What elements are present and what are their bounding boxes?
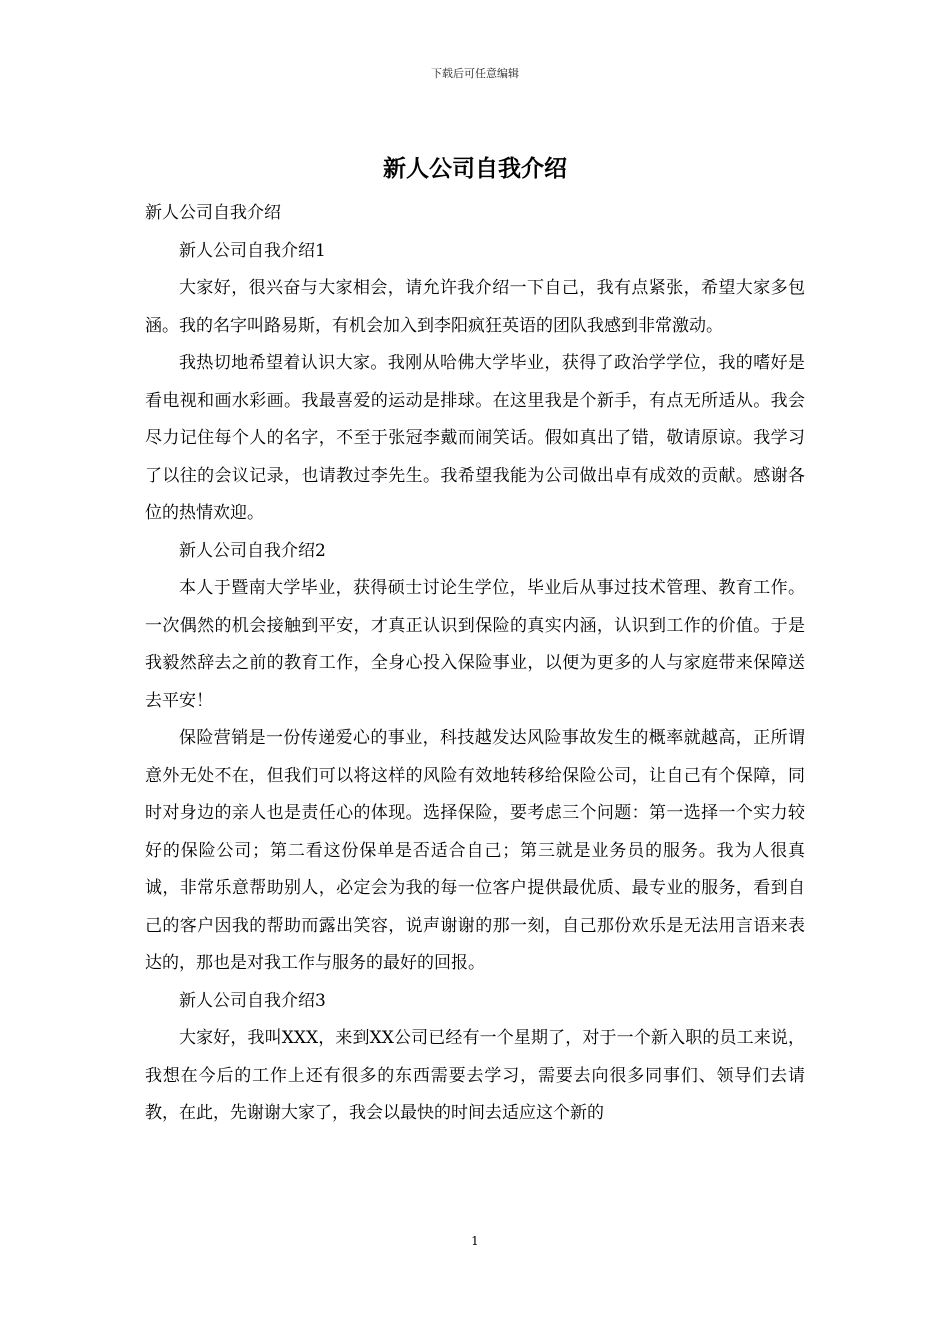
document-body	[145, 195, 805, 1133]
subsection-heading-3: 新人公司自我介绍3	[179, 990, 326, 1011]
subsection-heading-1: 新人公司自我介绍1	[179, 240, 326, 261]
paragraph: 我热切地希望着认识大家。我刚从哈佛大学毕业，获得了政治学学位，我的嗜好是看电视和画水彩画。我最喜爱的运动是排球。在这里我是个新手，有点无所适从。我会尽力记住每个人的名字，不至于张冠李戴而闹笑话。假如真出了错，敬请原谅。我学习了以往的会议记录，也请教过李先生。我希望我能为公司做出卓有成效的贡献。感谢各位的热情欢迎。	[145, 353, 805, 523]
paragraph: 保险营销是一份传递爱心的事业，科技越发达风险事故发生的概率就越高，正所谓意外无处不在，但我们可以将这样的风险有效地转移给保险公司，让自己有个保障，同时对身边的亲人也是责任心的体现。选择保险，要考虑三个问题：第一选择一个实力较好的保险公司；第二看这份保单是否适合自己；第三就是业务员的服务。我为人很真诚，非常乐意帮助别人，必定会为我的每一位客户提供最优质、最专业的服务，看到自己的客户因我的帮助而露出笑容，说声谢谢的那一刻，自己那份欢乐是无法用言语来表达的，那也是对我工作与服务的最好的回报。	[145, 728, 805, 973]
paragraph: 大家好，我叫XXX，来到XX公司已经有一个星期了，对于一个新入职的员工来说，我想在今后的工作上还有很多的东西需要去学习，需要去向很多同事们、领导们去请教，在此，先谢谢大家了，我会以最快的时间去适应这个新的	[145, 1028, 805, 1123]
subsection-heading-2: 新人公司自我介绍2	[179, 540, 326, 561]
document-title: 新人公司自我介绍	[383, 155, 567, 182]
page-number: 1	[471, 1234, 479, 1248]
section-heading: 新人公司自我介绍	[145, 203, 281, 223]
header-note: 下载后可任意编辑	[431, 67, 519, 80]
paragraph: 大家好，很兴奋与大家相会，请允许我介绍一下自己，我有点紧张，希望大家多包涵。我的名字叫路易斯，有机会加入到李阳疯狂英语的团队我感到非常激动。	[145, 278, 805, 336]
paragraph: 本人于暨南大学毕业，获得硕士讨论生学位，毕业后从事过技术管理、教育工作。一次偶然的机会接触到平安，才真正认识到保险的真实内涵，认识到工作的价值。于是我毅然辞去之前的教育工作，全身心投入保险事业，以便为更多的人与家庭带来保障送去平安！	[145, 578, 805, 711]
